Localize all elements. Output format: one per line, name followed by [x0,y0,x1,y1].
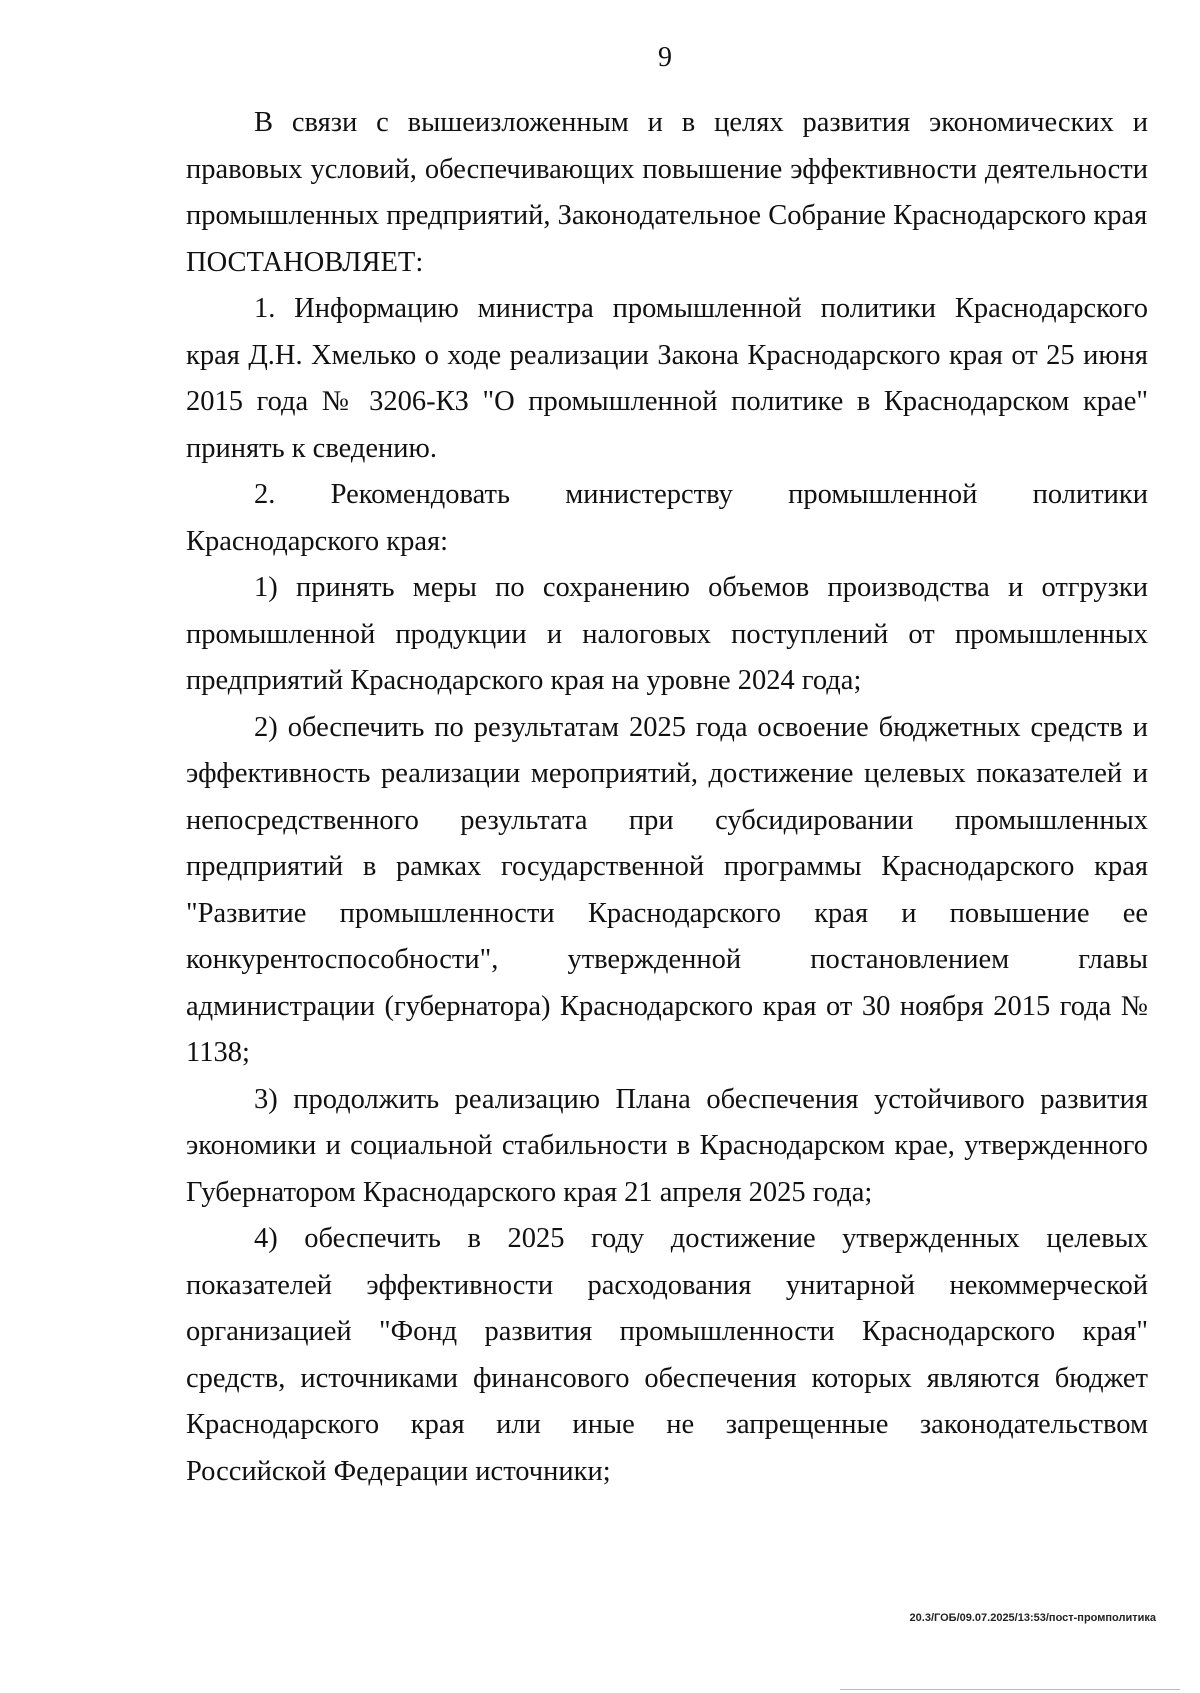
subitem-4-paragraph: 4) обеспечить в 2025 году достижение утвержденных целевых показателей эффективности расходования унитарной некоммерческой организацией "Фонд развития промышленности Краснодарского края" средств, источниками финансового обеспечения которых являются бюджет Краснодарского края или иные не запрещенные законодательством Российской Федерации источники; [186,1223,1148,1487]
subitem-2-paragraph: 2) обеспечить по результатам 2025 года освоение бюджетных средств и эффективность реализации мероприятий, достижение целевых показателей и непосредственного результата при субсидировании промышленных предприятий в рамках государственной программы Краснодарского края "Развитие промышленности Краснодарского края и повышение ее конкурентоспособности", утвержденной постановлением главы администрации (губернатора) Краснодарского края от 30 ноября 2015 года № 1138; [186,711,1148,1068]
subitem-3-paragraph: 3) продолжить реализацию Плана обеспечения устойчивого развития экономики и социальной стабильности в Краснодарском крае, утвержденного Губернатором Краснодарского края 21 апреля 2025 года; [186,1083,1148,1208]
scan-edge-line [840,1689,1180,1693]
document-footer-code: 20.3/ГОБ/09.07.2025/13:53/пост-промполитика [909,1612,1156,1624]
intro-paragraph: В связи с вышеизложенным и в целях развития экономических и правовых условий, обеспечивающих повышение эффективности деятельности промышленных предприятий, Законодательное Собрание Краснодарского края [186,107,1148,231]
item-1-paragraph: 1. Информацию министра промышленной политики Краснодарского края Д.Н. Хмелько о ходе реализации Закона Краснодарского края от 25 июня 2015 года № 3206-КЗ "О промышленной политике в Краснодарском крае" принять к сведению. [186,293,1148,464]
item-2-paragraph: 2. Рекомендовать министерству промышленной политики Краснодарского края: [186,479,1148,557]
document-body [186,100,1148,1495]
subitem-1-paragraph: 1) принять меры по сохранению объемов производства и отгрузки промышленной продукции и налоговых поступлений от промышленных предприятий Краснодарского края на уровне 2024 года; [186,572,1148,696]
resolution-heading: ПОСТАНОВЛЯЕТ: [186,246,424,278]
intro-block [186,100,1148,286]
page-number: 9 [658,42,672,73]
